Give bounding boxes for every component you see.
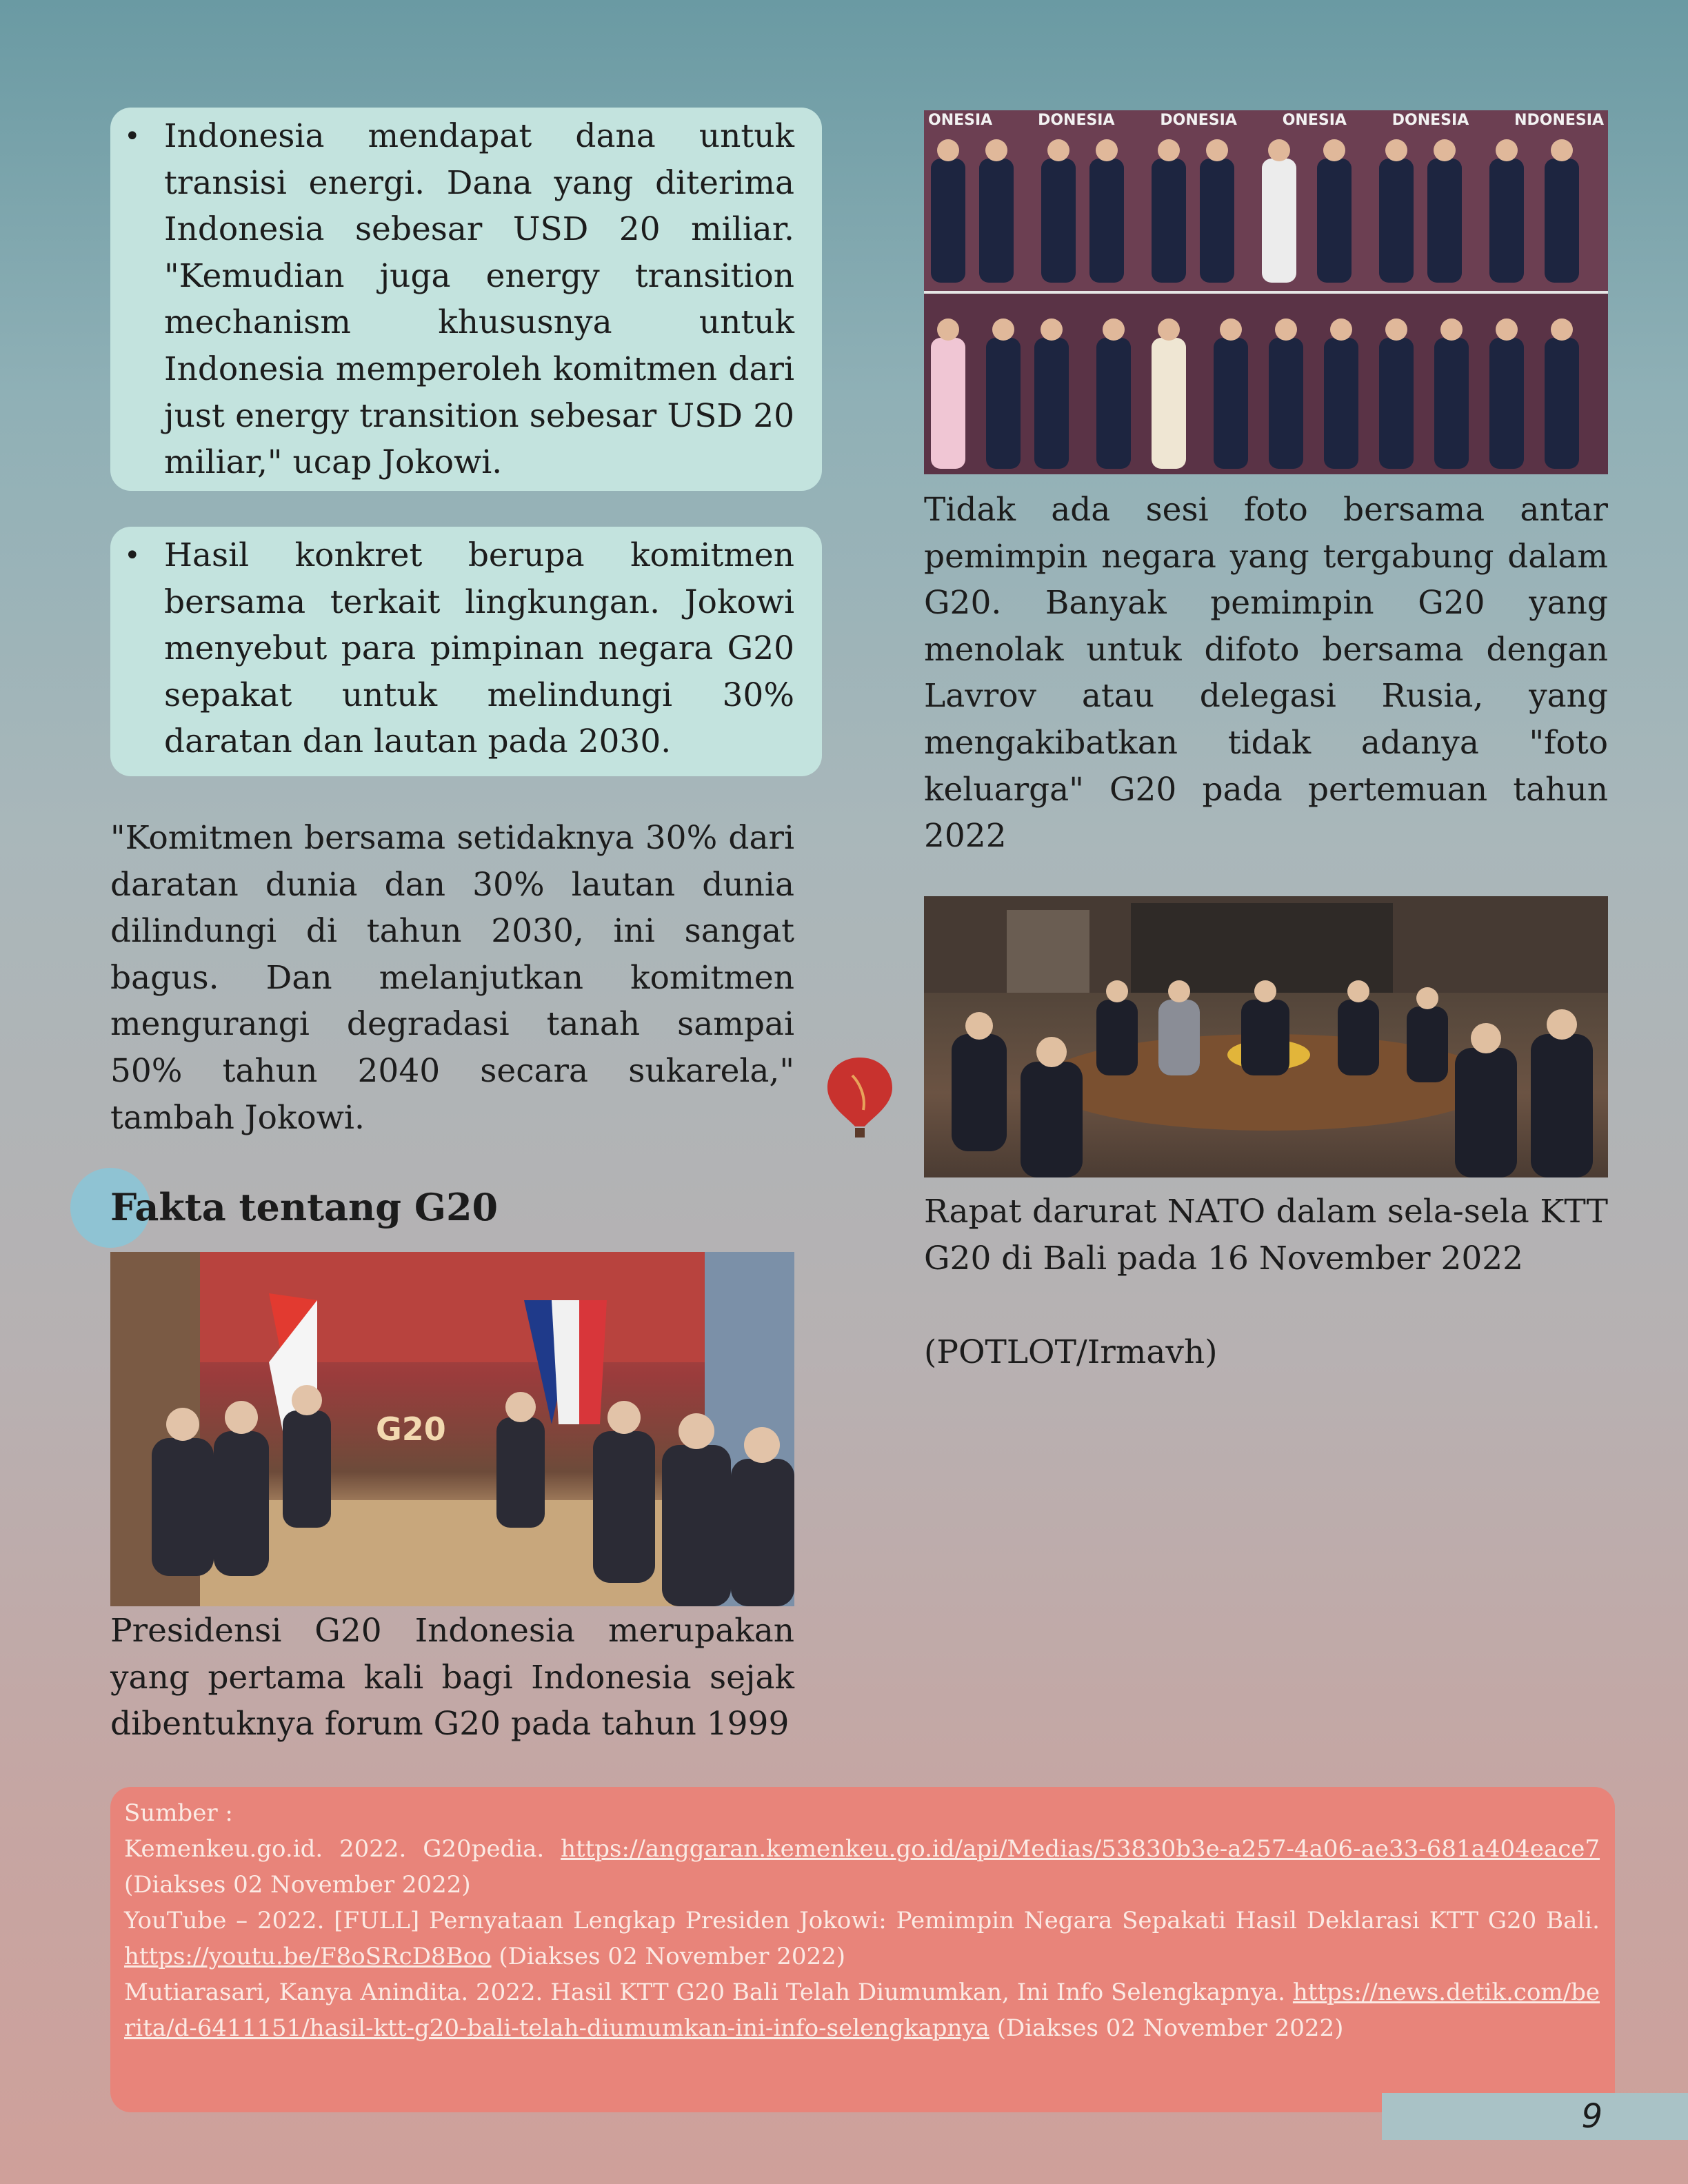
- page-number-bar: [1382, 2093, 1688, 2140]
- source-text: Kemenkeu.go.id. 2022. G20pedia.: [124, 1835, 561, 1863]
- g20-logo-text: G20: [376, 1410, 446, 1448]
- banner-text: DONESIA: [1160, 112, 1237, 129]
- banner-text: ONESIA: [928, 112, 993, 129]
- source-accessed: (Diakses 02 November 2022): [491, 1943, 846, 1970]
- bullet-box-2: [110, 527, 822, 776]
- source-item: [124, 1903, 1600, 1974]
- quote-paragraph: "Komitmen bersama setidaknya 30% dari daratan dunia dan 30% lautan dunia dilindungi di tahun 2030, ini sangat bagus. Dan melanjutkan komitmen mengurangi degradasi tanah sampai 50% tahun 2040 secara sukarela," tambah Jokowi.: [110, 819, 794, 1137]
- source-link[interactable]: https://youtu.be/F8oSRcD8Boo: [124, 1943, 492, 1970]
- nato-meeting-illustration: [924, 896, 1608, 1177]
- nato-meeting-photo: [924, 896, 1608, 1177]
- banner-text-row: [924, 110, 1608, 131]
- sources-box: [110, 1787, 1615, 2112]
- leaders-handshake-photo: [924, 110, 1608, 474]
- bullet-marker: •: [124, 540, 141, 572]
- banner-text: DONESIA: [1391, 112, 1469, 129]
- source-text: YouTube – 2022. [FULL] Pernyataan Lengkap Presiden Jokowi: Pemimpin Negara Sepakati Hasil Deklarasi KTT G20 Bali.: [124, 1907, 1600, 1934]
- bilateral-meeting-photo: [110, 1252, 794, 1606]
- photo-credit: (POTLOT/Irmavh): [924, 1333, 1218, 1371]
- bullet-text: Hasil konkret berupa komitmen bersama terkait lingkungan. Jokowi menyebut para pimpinan negara G20 sepakat untuk melindungi 30% daratan dan lautan pada 2030.: [164, 536, 794, 761]
- page-number: 9: [1581, 2097, 1602, 2136]
- source-item: [124, 1831, 1600, 1903]
- banner-text: DONESIA: [1038, 112, 1115, 129]
- source-accessed: (Diakses 02 November 2022): [124, 1871, 471, 1899]
- section-heading: Fakta tentang G20: [110, 1185, 499, 1229]
- sources-label: Sumber :: [124, 1799, 233, 1827]
- fakta-caption: Presidensi G20 Indonesia merupakan yang pertama kali bagi Indonesia sejak dibentuknya forum G20 pada tahun 1999: [110, 1612, 794, 1743]
- source-item: [124, 1974, 1600, 2046]
- bilateral-meeting-illustration: [110, 1252, 794, 1606]
- banner-text: NDONESIA: [1514, 112, 1604, 129]
- bullet-marker: •: [124, 121, 141, 152]
- leaders-photo-caption: Tidak ada sesi foto bersama antar pemimpin negara yang tergabung dalam G20. Banyak pemimpin G20 yang menolak untuk difoto bersama dengan Lavrov atau delegasi Rusia, yang mengakibatkan tidak adanya "foto keluarga" G20 pada pertemuan tahun 2022: [924, 491, 1608, 856]
- source-accessed: (Diakses 02 November 2022): [989, 2014, 1344, 2042]
- source-link[interactable]: https://news.detik.com/berita/d-6411151/hasil-ktt-g20-bali-telah-diumumkan-ini-info-selengkapnya: [124, 1979, 1600, 2042]
- bullet-item: [110, 532, 794, 765]
- banner-text: ONESIA: [1282, 112, 1347, 129]
- bullet-item: [110, 113, 794, 486]
- source-link[interactable]: https://anggaran.kemenkeu.go.id/api/Medias/53830b3e-a257-4a06-ae33-681a404eace7: [561, 1835, 1600, 1863]
- nato-photo-caption: Rapat darurat NATO dalam sela-sela KTT G20 di Bali pada 16 November 2022: [924, 1193, 1608, 1277]
- hot-air-balloon-icon: [825, 1055, 895, 1140]
- source-text: Mutiarasari, Kanya Anindita. 2022. Hasil KTT G20 Bali Telah Diumumkan, Ini Info Selengkapnya.: [124, 1979, 1293, 2006]
- bullet-text: Indonesia mendapat dana untuk transisi energi. Dana yang diterima Indonesia sebesar USD 20 miliar. "Kemudian juga energy transition mechanism khususnya untuk Indonesia memperoleh komitmen dari just energy transition sebesar USD 20 miliar," ucap Jokowi.: [164, 117, 794, 482]
- leaders-grid-illustration: [924, 110, 1608, 474]
- bullet-box-1: [110, 108, 822, 491]
